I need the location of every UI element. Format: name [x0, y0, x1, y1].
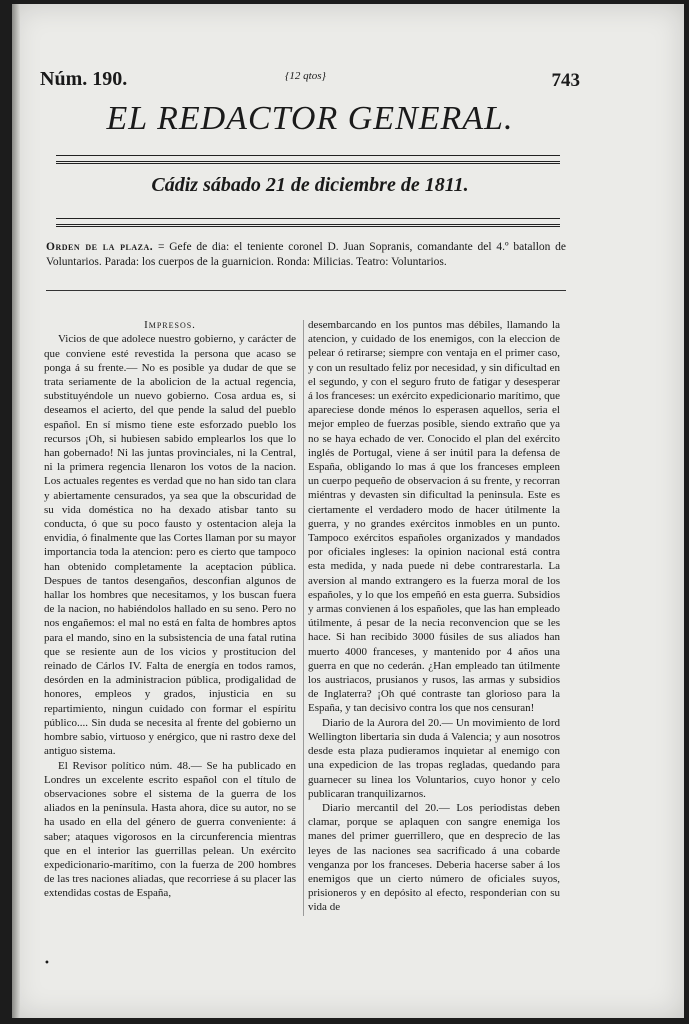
footer-mark: •	[44, 958, 50, 969]
masthead-title: EL REDACTOR GENERAL.	[106, 100, 514, 137]
section-title: Impresos.	[144, 319, 196, 331]
masthead-rule	[56, 155, 560, 164]
left-column	[44, 318, 296, 901]
article-paragraph: Diario de la Aurora del 20.— Un movimiento de lord Wellington libertaria sin duda á Valencia; y aun nosotros desde esta plaza pudieramos inquietar al enemigo con una expedicion de las tropas regladas, quedando para guarnecer su linea los Voluntarios, cuyo honor y celo publicaran tranquilizarnos.	[308, 716, 560, 800]
page-gutter	[12, 4, 20, 1018]
article-paragraph: Vicios de que adolece nuestro gobierno, y carácter de que conviene esté revestida la persona que acaso se ponga á su frente.— No es posible ya dudar de que se trata seriamente de la abolicion de la actual regencia, substituyéndole un nuevo gobierno. Cosa ardua es, si deseamos el acierto, del que pende la salud del pueblo español. En sí mismo tiene este esforzado pueblo los recursos ¡Oh, si hubiesen sabido emplearlos los que lo han gobernado! Ni las juntas provinciales, ni la Central, ni la primera regencia llenaron los votos de la nacion. Los actuales regentes es verdad que no han sido tan clara y abiertamente censurados, ya sea que la obscuridad de su vida doméstica no ha dexado atisbar tanto su conducta, ó que su poco fausto y ostentacion aleja la envidia, ó finalmente que las Cortes llaman por su mayor importancia toda la atencion: pero es cierto que tampoco han obtenido completamente la aceptacion pública. Despues de tantos desengaños, desconfian algunos de hallar los hombres que necesitamos, y los buscan fuera de la nacion, no habiéndolos hallado en su seno. Pero no nos engañemos: el mal no está en falta de hombres aptos para el mando, sino en la subsistencia de una fatal rutina que se resiente aun de los vicios y prostitucion del reinado de Cárlos IV. Falta de energía en todos ramos, desórden en la administracion pública, prodigalidad de honores, empleos y grados, injusticia en su repartimiento, ningun cuidado con formar el espíritu público.... Sin duda se necesita al frente del gobierno un hombre sabio, virtuoso y enérgico, que ni rastro dexe del antiguo sistema.	[44, 333, 296, 758]
dateline-rule	[56, 218, 560, 227]
orden-label: Orden de la plaza.	[46, 241, 154, 253]
right-column	[308, 318, 560, 915]
column-divider	[303, 320, 304, 916]
price-note: {12 qtos}	[285, 70, 326, 82]
page-number: 743	[551, 70, 580, 91]
section-rule	[46, 290, 566, 291]
orden-text: = Gefe de dia: el teniente coronel D. Juan Sopranis, comandante del 4.º batallon de Voluntarios. Parada: los cuerpos de la guarnicion. Ronda: Milicias. Teatro: Voluntarios.	[46, 241, 567, 268]
issue-number: Núm. 190.	[40, 68, 128, 90]
header-row	[40, 64, 580, 96]
article-paragraph: desembarcando en los puntos mas débiles, llamando la atencion, y cuidado de los enemigos, con la eleccion de pelear ó retirarse; siempre con ventaja en el primer caso, y con un resultado feliz por necesidad, y sin dificultad en el segundo, y con el seguro fruto de fatigar y desesperar á los franceses: un exército expedicionario marítimo, que apareciese donde ménos lo esperasen aquellos, seria el mejor empleo de fuerzas posible, siendo extraño que ya no se haya echado de ver. Conocido el plan del exército inglés de Portugal, viene á ser inútil para la defensa de España, obligando lo mas á que los franceses empleen un cuerpo pequeño de observacion á su frente, y recorran miéntras y devasten sin dificultad la peninsula. Este es ciertamente el verdadero modo de hacer útilmente la guerra, y no grandes exércitos inmobles en un punto. Tampoco exércitos españoles organizados y mandados por oficiales ingleses: la opinion nacional está contra esta medida, y nada puede ni debe contrarestarla. La aversion al mando extrangero es la fuerza moral de los españoles, y lo que los empeñó en esta guerra. Subsidios y armas convienen á los españoles, que las han empleado útilmente, á pesar de la necia reconvencion que se les hace. Si han recibido 3000 fúsiles de sus aliados han muerto 4000 franceses, y mantenido por 4 años una guerra en que no cederán. ¿Han empleado tan útilmente los austriacos, prusianos y rusos, las armas y subsidios de Inglaterra? ¡Oh qué contraste tan glorioso para la España, y tan decisivo contra los que nos censuran!	[308, 319, 560, 715]
dateline: Cádiz sábado 21 de diciembre de 1811.	[151, 174, 469, 196]
orden-de-la-plaza	[46, 240, 566, 270]
article-paragraph: Diario mercantil del 20.— Los periodistas deben clamar, porque se aplaquen con sangre enemiga los manes del primer guerrillero, que en desprecio de las leyes de las naciones sea sacrificado á una cobarde venganza por los franceses. Deberia hacerse saber á los enemigos que un cierto número de oficiales suyos, prisioneros y en depósito al efecto, responderian con su vida de	[308, 801, 560, 914]
article-paragraph: El Revisor político núm. 48.— Se ha publicado en Londres un excelente escrito español con el título de observaciones sobre el sistema de la guerra de los aliados en la península. Hasta ahora, dice su autor, no se ha usado en ella del género de guerra conveniente: á saber; ataques vigorosos en la circunferencia mientras que en el interior las guerrillas pelean. Un exército expedicionario-marítimo, con la fuerza de 200 hombres de las tres naciones aliadas, que recorriese á su placer las extendidas costas de España,	[44, 759, 296, 900]
